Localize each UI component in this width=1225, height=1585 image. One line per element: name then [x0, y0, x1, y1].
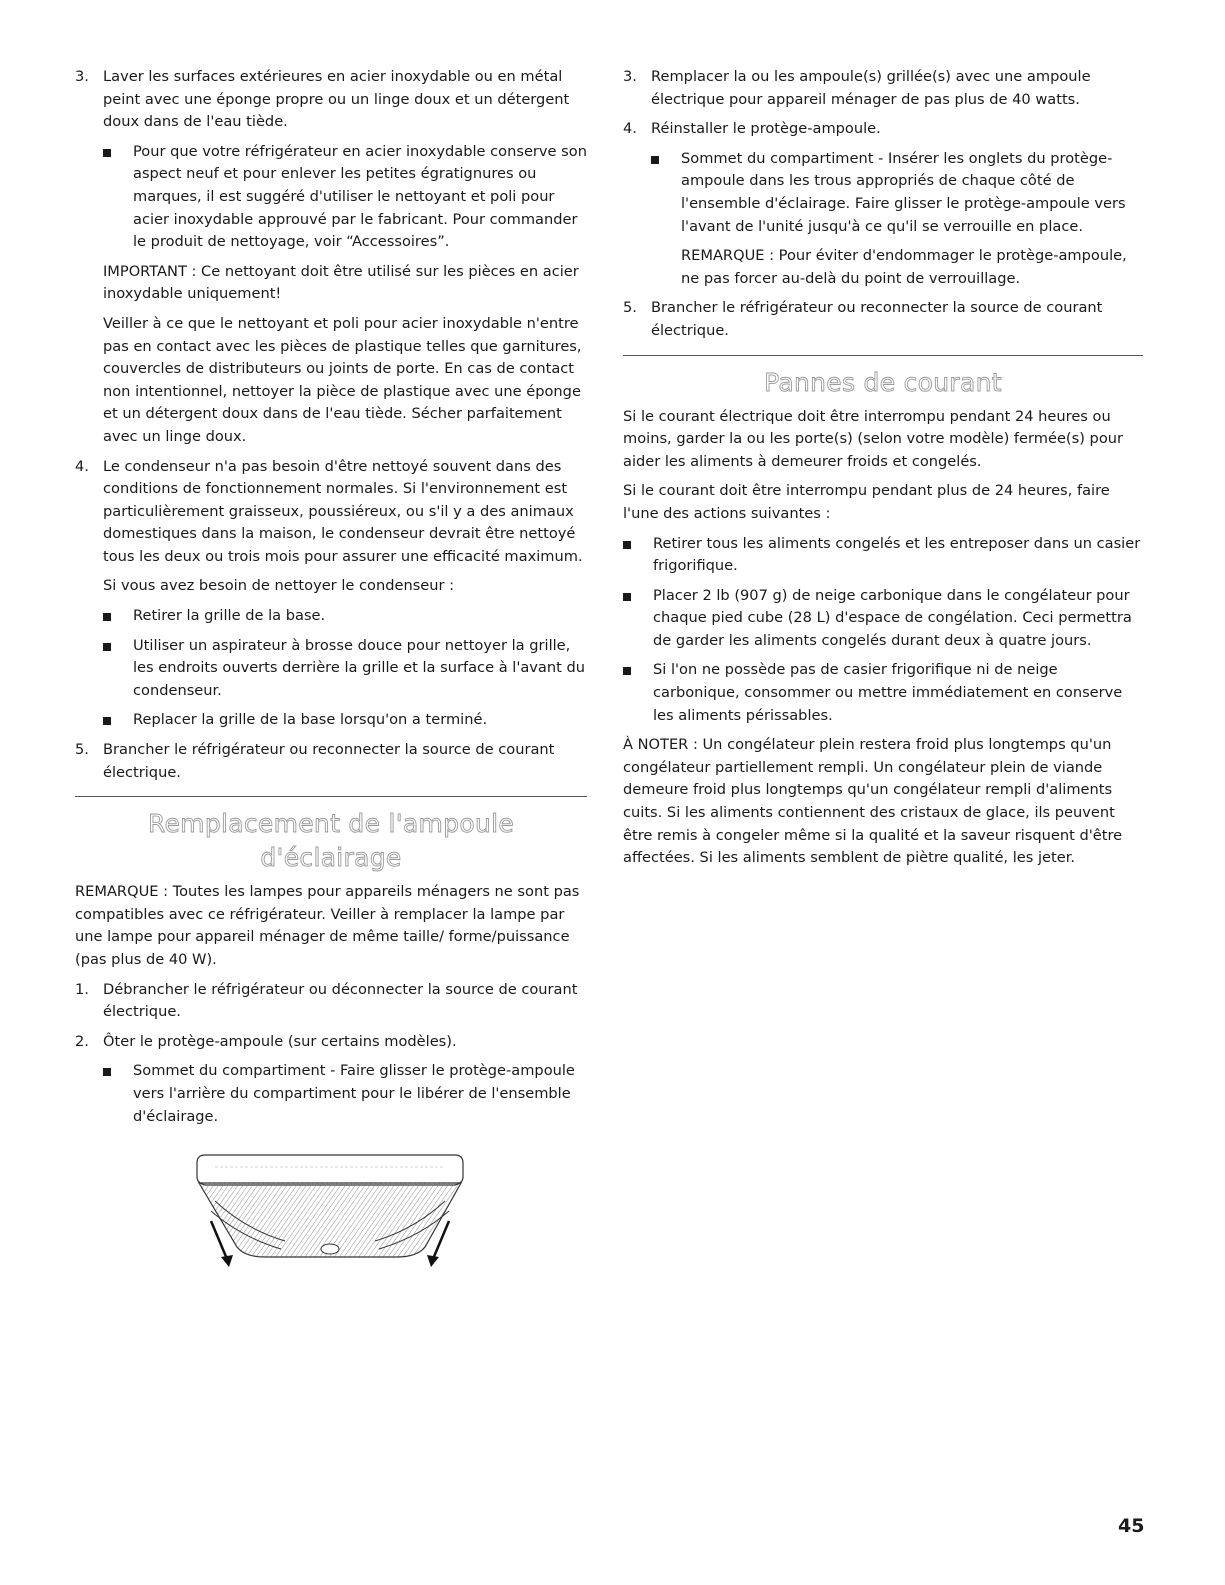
bullet-item — [623, 585, 1143, 653]
step-1 — [75, 979, 587, 1024]
bullet-item — [623, 148, 1143, 238]
paragraph: Si le courant électrique doit être interrompu pendant 24 heures ou moins, garder la ou les porte(s) (selon votre modèle) fermée(s) pour aider les aliments à demeurer froids et congelés. — [623, 407, 1123, 470]
list-item-4 — [75, 456, 587, 569]
section-heading-power: Pannes de courant — [764, 367, 1002, 397]
remarque-note: REMARQUE : Toutes les lampes pour appareils ménagers ne sont pas compatibles avec ce réfrigérateur. Veiller à remplacer la lampe par une lampe pour appareil ménager de même taille/ forme/puissance (pas plus de 40 W). — [75, 883, 580, 968]
item-number: 3. — [623, 68, 637, 85]
light-shield-illustration — [185, 1149, 475, 1279]
bullet-text: Placer 2 lb (907 g) de neige carbonique dans le congélateur pour chaque pied cube (28 L) d'espace de congélation. Ceci permettra de garder les aliments congelés durant deux à quatre jours. — [653, 586, 1132, 649]
step-3 — [623, 66, 1143, 111]
square-bullet-icon — [623, 667, 631, 675]
square-bullet-icon — [103, 613, 111, 621]
page-number: 45 — [1118, 1515, 1145, 1537]
bullet-text: Utiliser un aspirateur à brosse douce pour nettoyer la grille, les endroits ouverts derrière la grille et la surface à l'avant du condenseur. — [133, 636, 585, 699]
bullet-text: Sommet du compartiment - Faire glisser le protège-ampoule vers l'arrière du compartiment pour le libérer de l'ensemble d'éclairage. — [133, 1062, 575, 1125]
item-text: Ôter le protège-ampoule (sur certains modèles). — [103, 1032, 457, 1050]
list-item-5 — [75, 739, 587, 784]
square-bullet-icon — [103, 149, 111, 157]
item-text: Remplacer la ou les ampoule(s) grillée(s) avec une ampoule électrique pour appareil ménager de pas plus de 40 watts. — [651, 68, 1091, 108]
caution-paragraph: Veiller à ce que le nettoyant et poli pour acier inoxydable n'entre pas en contact avec les pièces de plastique telles que garnitures, couvercles de distributeurs ou joints de porte. En cas de contact non intentionnel, nettoyer la pièce de plastique avec une éponge et un détergent doux dans de l'eau tiède. Sécher parfaitement avec un linge doux. — [103, 314, 582, 445]
item-number: 4. — [623, 120, 637, 138]
bullet-item — [75, 605, 587, 628]
square-bullet-icon — [651, 156, 659, 164]
right-column — [623, 66, 1143, 877]
left-column — [75, 66, 587, 1287]
item-number: 3. — [75, 68, 89, 85]
step-2 — [75, 1031, 587, 1054]
remarque-note: REMARQUE : Pour éviter d'endommager le protège-ampoule, ne pas forcer au-delà du point de verrouillage. — [681, 247, 1127, 287]
bullet-text: Sommet du compartiment - Insérer les onglets du protège-ampoule dans les trous appropriés de chaque côté de l'ensemble d'éclairage. Faire glisser le protège-ampoule vers l'avant de l'unité jusqu'à ce qu'il se verrouille en place. — [681, 149, 1126, 235]
bullet-text: Replacer la grille de la base lorsqu'on a terminé. — [133, 711, 488, 729]
bullet-text: Retirer tous les aliments congelés et les entreposer dans un casier frigorifique. — [653, 534, 1141, 575]
bullet-text: Si l'on ne possède pas de casier frigorifique ni de neige carbonique, consommer ou mettre immédiatement en conserve les aliments périssables. — [653, 661, 1123, 724]
square-bullet-icon — [103, 643, 111, 651]
bullet-item — [623, 533, 1143, 578]
step-4 — [623, 118, 1143, 141]
step-5 — [623, 297, 1143, 342]
bullet-text: Pour que votre réfrigérateur en acier inoxydable conserve son aspect neuf et pour enlever les petites égratignures ou marques, il est suggéré d'utiliser le nettoyant et poli pour acier inoxydable approuvé par le fabricant. Pour commander le produit de nettoyage, voir “Accessoires”. — [133, 142, 587, 251]
item-text: Le condenseur n'a pas besoin d'être nettoyé souvent dans des conditions de fonctionnement normales. Si l'environnement est particulièrement graisseux, poussiéreux, ou s'il y a des animaux domestiques dans la maison, le condenseur devrait être nettoyé tous les deux ou trois mois pour assurer une efficacité maximum. — [103, 457, 583, 565]
bullet-item — [75, 1060, 587, 1128]
item-text: Brancher le réfrigérateur ou reconnecter la source de courant électrique. — [651, 299, 1103, 339]
item-number: 4. — [75, 457, 89, 475]
item-number: 2. — [75, 1032, 89, 1050]
bullet-text: Retirer la grille de la base. — [133, 607, 326, 625]
item-text: Débrancher le réfrigérateur ou déconnecter la source de courant électrique. — [103, 980, 578, 1021]
square-bullet-icon — [623, 541, 631, 549]
section-divider — [75, 796, 587, 797]
item-number: 1. — [75, 980, 89, 998]
list-item-3 — [75, 66, 587, 134]
section-divider — [623, 355, 1143, 356]
item-text: Brancher le réfrigérateur ou reconnecter la source de courant électrique. — [103, 741, 555, 781]
item-text: Réinstaller le protège-ampoule. — [651, 120, 881, 138]
item-number: 5. — [623, 299, 637, 317]
square-bullet-icon — [103, 717, 111, 725]
paragraph: Si le courant doit être interrompu pendant plus de 24 heures, faire l'une des actions suivantes : — [623, 482, 1110, 522]
item-text: Laver les surfaces extérieures en acier inoxydable ou en métal peint avec une éponge propre ou un linge doux et un détergent doux dans de l'eau tiède. — [103, 68, 570, 131]
square-bullet-icon — [623, 593, 631, 601]
square-bullet-icon — [103, 1068, 111, 1076]
noter-note: À NOTER : Un congélateur plein restera froid plus longtemps qu'un congélateur partiellement rempli. Un congélateur plein de viande demeure froid plus longtemps qu'un congélateur rempli d'aliments cuits. Si les aliments contiennent des cristaux de glace, ils peuvent être remis à congeler même si la qualité et la saveur risquent d'être affectées. Si les aliments semblent de piètre qualité, les jeter. — [623, 736, 1123, 867]
important-note: IMPORTANT : Ce nettoyant doit être utilisé sur les pièces en acier inoxydable uniquement! — [103, 262, 579, 303]
sub-intro: Si vous avez besoin de nettoyer le condenseur : — [103, 577, 455, 595]
section-heading-lamp: Remplacement de l'ampoule d'éclairage — [147, 809, 515, 873]
item-number: 5. — [75, 741, 89, 759]
bullet-item — [75, 635, 587, 703]
bullet-item — [75, 141, 587, 254]
bullet-item — [623, 659, 1143, 727]
bullet-item — [75, 709, 587, 732]
